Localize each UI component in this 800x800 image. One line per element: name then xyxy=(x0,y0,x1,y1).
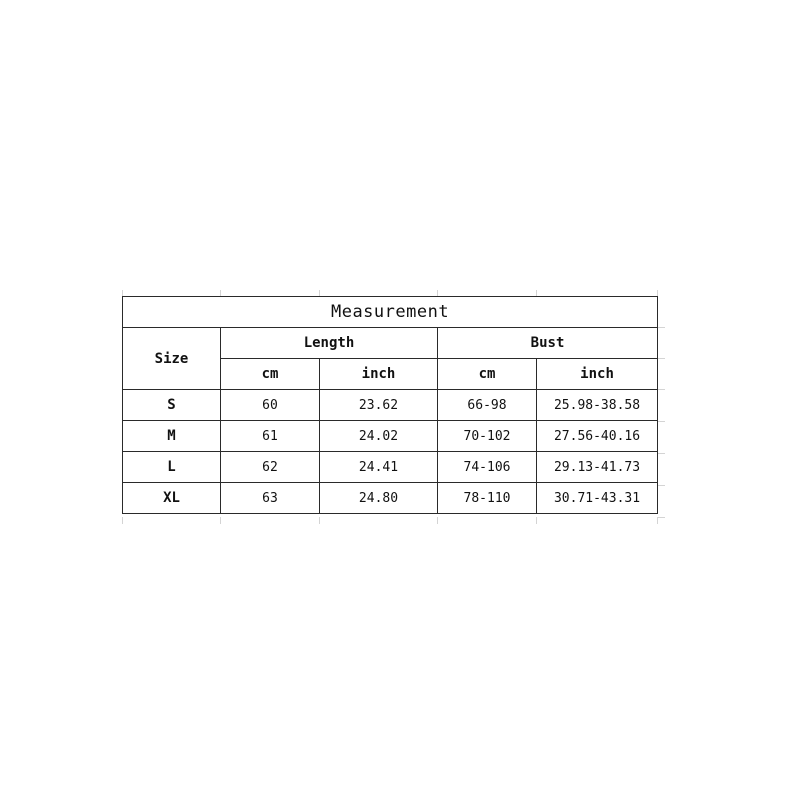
bust-cm-cell: 78-110 xyxy=(438,483,537,514)
length-cm-cell: 61 xyxy=(221,421,320,452)
length-inch-cell: 24.80 xyxy=(320,483,438,514)
title-row xyxy=(123,297,658,328)
bust-cm-header: cm xyxy=(438,359,537,390)
bust-cm-cell: 66-98 xyxy=(438,390,537,421)
table-row xyxy=(123,421,658,452)
size-cell: M xyxy=(123,421,221,452)
size-column-header: Size xyxy=(123,328,221,390)
table-row xyxy=(123,452,658,483)
length-cm-cell: 63 xyxy=(221,483,320,514)
length-inch-cell: 23.62 xyxy=(320,390,438,421)
table-title: Measurement xyxy=(123,297,658,328)
size-cell: XL xyxy=(123,483,221,514)
bust-inch-cell: 29.13-41.73 xyxy=(537,452,658,483)
length-cm-cell: 62 xyxy=(221,452,320,483)
length-cm-cell: 60 xyxy=(221,390,320,421)
measurement-table xyxy=(122,296,658,514)
size-cell: L xyxy=(123,452,221,483)
bust-cm-cell: 70-102 xyxy=(438,421,537,452)
bust-inch-cell: 27.56-40.16 xyxy=(537,421,658,452)
length-inch-header: inch xyxy=(320,359,438,390)
group-header-row xyxy=(123,328,658,359)
length-group-header: Length xyxy=(221,328,438,359)
size-cell: S xyxy=(123,390,221,421)
table-row xyxy=(123,390,658,421)
bust-inch-cell: 25.98-38.58 xyxy=(537,390,658,421)
bust-inch-cell: 30.71-43.31 xyxy=(537,483,658,514)
bust-group-header: Bust xyxy=(438,328,658,359)
bust-cm-cell: 74-106 xyxy=(438,452,537,483)
length-inch-cell: 24.02 xyxy=(320,421,438,452)
table-row xyxy=(123,483,658,514)
bust-inch-header: inch xyxy=(537,359,658,390)
length-inch-cell: 24.41 xyxy=(320,452,438,483)
length-cm-header: cm xyxy=(221,359,320,390)
